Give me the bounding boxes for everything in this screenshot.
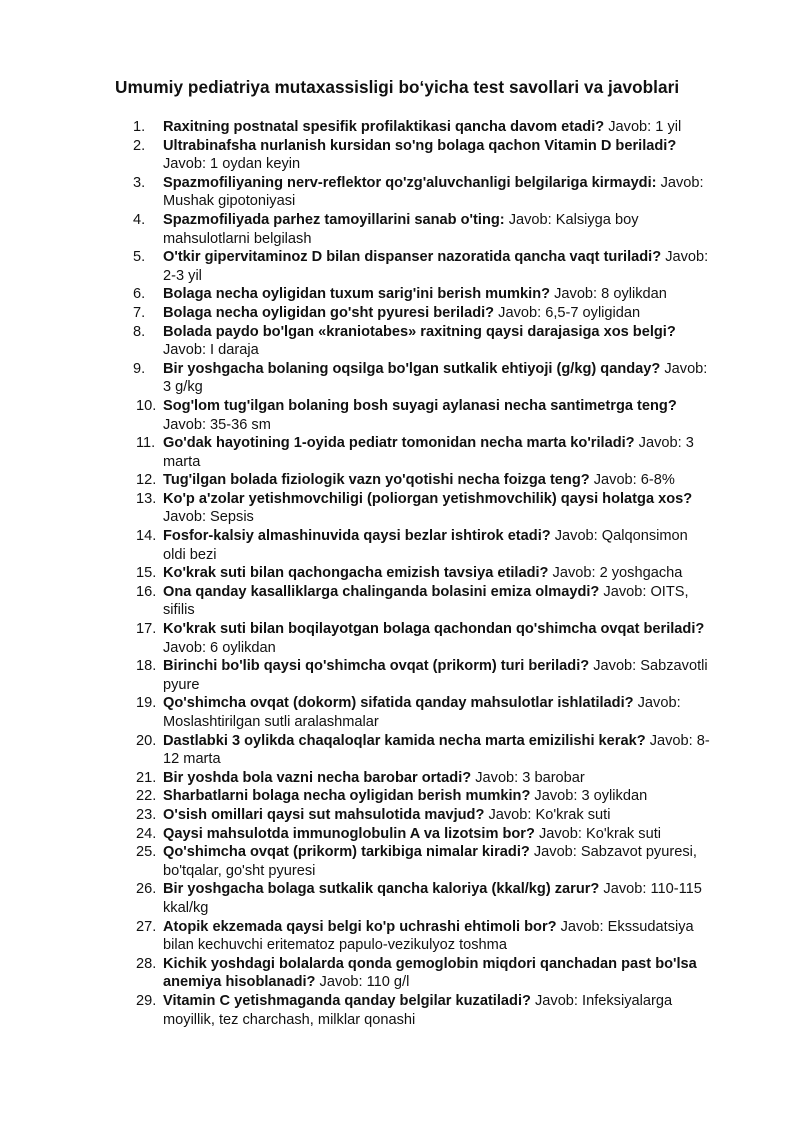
item-number: 7.: [133, 304, 146, 321]
answer-text: Javob: Qalqonsimon oldi bezi: [163, 528, 688, 563]
item-number: 4.: [133, 211, 146, 228]
question-item: [0, 657, 713, 694]
item-number: 15.: [136, 565, 157, 582]
question-item: [0, 843, 713, 880]
question-item: [0, 955, 713, 992]
item-number: 20.: [136, 732, 157, 749]
question-item: [0, 304, 713, 323]
question-text: Bolada paydo bo'lgan «kraniotabes» raxitning qaysi darajasiga xos belgi?: [163, 323, 676, 340]
document-title: Umumiy pediatriya mutaxassisligi bo‘yicha test savollari va javoblari: [115, 77, 680, 97]
question-text: O'sish omillari qaysi sut mahsulotida mavjud?: [163, 806, 485, 823]
question-item: [0, 211, 713, 248]
question-item: [0, 137, 713, 174]
question-item: [0, 118, 713, 137]
answer-text: Javob: 6,5-7 oyligidan: [498, 304, 641, 321]
question-item: [0, 583, 713, 620]
question-text: Vitamin C yetishmaganda qanday belgilar kuzatiladi?: [163, 992, 531, 1009]
question-item: [0, 825, 713, 844]
question-text: Spazmofiliyada parhez tamoyillarini sanab o'ting:: [163, 211, 505, 228]
question-text: Raxitning postnatal spesifik profilaktikasi qancha davom etadi?: [163, 119, 605, 135]
question-text: Spazmofiliyaning nerv-reflektor qo'zg'aluvchanligi belgilariga kirmaydi:: [163, 174, 657, 191]
question-item: [0, 471, 713, 490]
item-number: 24.: [136, 825, 157, 842]
answer-text: Javob: 35-36 sm: [163, 416, 271, 433]
question-item: [0, 434, 713, 471]
question-item: [0, 732, 713, 769]
question-item: [0, 174, 713, 211]
answer-text: Javob: Moslashtirilgan sutli aralashmalar: [163, 695, 681, 730]
question-item: [0, 620, 713, 657]
question-item: [0, 806, 713, 825]
answer-text: Javob: 3 barobar: [475, 769, 585, 786]
question-item: [0, 787, 713, 806]
question-text: Fosfor-kalsiy almashinuvida qaysi bezlar ishtirok etadi?: [163, 528, 551, 545]
item-number: 16.: [136, 583, 157, 600]
item-number: 25.: [136, 844, 157, 861]
answer-text: Javob: Infeksiyalarga moyillik, tez charchash, milklar qonashi: [163, 992, 673, 1028]
item-number: 29.: [136, 992, 157, 1009]
question-text: Birinchi bo'lib qaysi qo'shimcha ovqat (prikorm) turi beriladi?: [163, 658, 590, 675]
answer-text: Javob: 110-115 kkal/kg: [163, 881, 702, 916]
question-item: [0, 397, 713, 434]
answer-text: Javob: OITS, sifilis: [163, 583, 689, 619]
answer-text: Javob: 2-3 yil: [163, 249, 709, 284]
question-text: Ko'krak suti bilan qachongacha emizish tavsiya etiladi?: [163, 565, 549, 582]
question-item: [0, 527, 713, 564]
item-number: 14.: [136, 528, 157, 545]
answer-text: Javob: Ko'krak suti: [488, 806, 611, 823]
question-text: Kichik yoshdagi bolalarda qonda gemoglobin miqdori qanchadan past bo'lsa anemiya hisoblanadi?: [163, 955, 697, 991]
answer-text: Javob: 1 oydan keyin: [163, 156, 301, 173]
question-text: O'tkir gipervitaminoz D bilan dispanser nazoratida qancha vaqt turiladi?: [163, 249, 662, 266]
answer-text: Javob: 6-8%: [593, 472, 675, 489]
item-number: 21.: [136, 769, 157, 786]
answer-text: Javob: Ko'krak suti: [538, 825, 661, 842]
answer-text: Javob: Sabzavot pyuresi, bo'tqalar, go'sht pyuresi: [163, 844, 697, 879]
question-text: Bir yoshgacha bolaning oqsilga bo'lgan sutkalik ehtiyoji (g/kg) qanday?: [163, 360, 661, 377]
question-text: Ultrabinafsha nurlanish kursidan so'ng bolaga qachon Vitamin D beriladi?: [163, 137, 677, 154]
question-text: Ko'krak suti bilan boqilayotgan bolaga qachondan qo'shimcha ovqat beriladi?: [163, 621, 705, 638]
question-item: [0, 694, 713, 731]
item-number: 5.: [133, 249, 146, 266]
item-number: 13.: [136, 490, 157, 507]
question-text: Bolaga necha oyligidan tuxum sarig'ini berish mumkin?: [163, 286, 551, 303]
item-number: 9.: [133, 360, 146, 377]
question-text: Bir yoshgacha bolaga sutkalik qancha kaloriya (kkal/kg) zarur?: [163, 881, 600, 898]
answer-text: Javob: 3 marta: [163, 435, 694, 470]
question-text: Bolaga necha oyligidan go'sht pyuresi beriladi?: [163, 304, 495, 321]
question-item: [0, 490, 713, 527]
answer-text: Javob: 2 yoshgacha: [552, 565, 683, 582]
question-text: Sharbatlarni bolaga necha oyligidan berish mumkin?: [163, 788, 531, 805]
question-item: [0, 285, 713, 304]
item-number: 27.: [136, 918, 157, 935]
answer-text: Javob: I daraja: [163, 342, 259, 359]
question-text: Atopik ekzemada qaysi belgi ko'p uchrashi ehtimoli bor?: [163, 918, 557, 935]
item-number: 26.: [136, 881, 157, 898]
answer-text: Javob: Ekssudatsiya bilan kechuvchi eritematoz papulo-vezikulyoz toshma: [163, 918, 694, 954]
question-item: [0, 918, 713, 955]
question-item: [0, 880, 713, 917]
question-text: Dastlabki 3 oylikda chaqaloqlar kamida necha marta emizilishi kerak?: [163, 732, 646, 749]
item-number: 11.: [136, 435, 156, 452]
question-item: [0, 248, 713, 285]
question-text: Ko'p a'zolar yetishmovchiligi (poliorgan yetishmovchilik) qaysi holatga xos?: [163, 490, 693, 507]
answer-text: Javob: Mushak gipotoniyasi: [163, 174, 704, 210]
item-number: 28.: [136, 955, 157, 972]
item-number: 6.: [133, 286, 146, 303]
answer-text: Javob: 6 oylikdan: [163, 639, 276, 656]
item-number: 17.: [136, 621, 157, 638]
question-list: [0, 118, 740, 1029]
item-number: 18.: [136, 658, 157, 675]
item-number: 3.: [133, 174, 146, 191]
question-text: Qo'shimcha ovqat (dokorm) sifatida qanday mahsulotlar ishlatiladi?: [163, 695, 634, 712]
question-text: Ona qanday kasalliklarga chalinganda bolasini emiza olmaydi?: [163, 583, 600, 600]
question-text: Qo'shimcha ovqat (prikorm) tarkibiga nimalar kiradi?: [163, 844, 530, 861]
answer-text: Javob: Kalsiyga boy mahsulotlarni belgilash: [163, 211, 639, 247]
question-text: Qaysi mahsulotda immunoglobulin A va lizotsim bor?: [163, 825, 535, 842]
item-number: 2.: [133, 137, 146, 154]
question-text: Sog'lom tug'ilgan bolaning bosh suyagi aylanasi necha santimetrga teng?: [163, 397, 677, 414]
item-number: 19.: [136, 695, 157, 712]
question-item: [0, 564, 713, 583]
item-number: 10.: [136, 397, 157, 414]
answer-text: Javob: Sepsis: [163, 509, 254, 526]
answer-text: Javob: 3 oylikdan: [534, 788, 648, 805]
item-number: 8.: [133, 323, 146, 340]
question-item: [0, 360, 713, 397]
question-item: [0, 323, 713, 360]
answer-text: Javob: 3 g/kg: [163, 360, 708, 396]
answer-text: Javob: 8-12 marta: [163, 732, 710, 768]
question-item: [0, 992, 713, 1029]
question-text: Tug'ilgan bolada fiziologik vazn yo'qotishi necha foizga teng?: [163, 472, 590, 489]
question-item: [0, 769, 713, 788]
item-number: 23.: [136, 806, 157, 823]
item-number: 12.: [136, 472, 157, 489]
answer-text: Javob: 1 yil: [608, 119, 682, 135]
answer-text: Javob: Sabzavotli pyure: [163, 658, 708, 693]
answer-text: Javob: 110 g/l: [319, 974, 410, 991]
question-text: Go'dak hayotining 1-oyida pediatr tomonidan necha marta ko'riladi?: [163, 435, 635, 452]
question-text: Bir yoshda bola vazni necha barobar ortadi?: [163, 769, 472, 786]
item-number: 22.: [136, 788, 157, 805]
item-number: 1.: [133, 119, 146, 135]
answer-text: Javob: 8 oylikdan: [554, 286, 667, 303]
